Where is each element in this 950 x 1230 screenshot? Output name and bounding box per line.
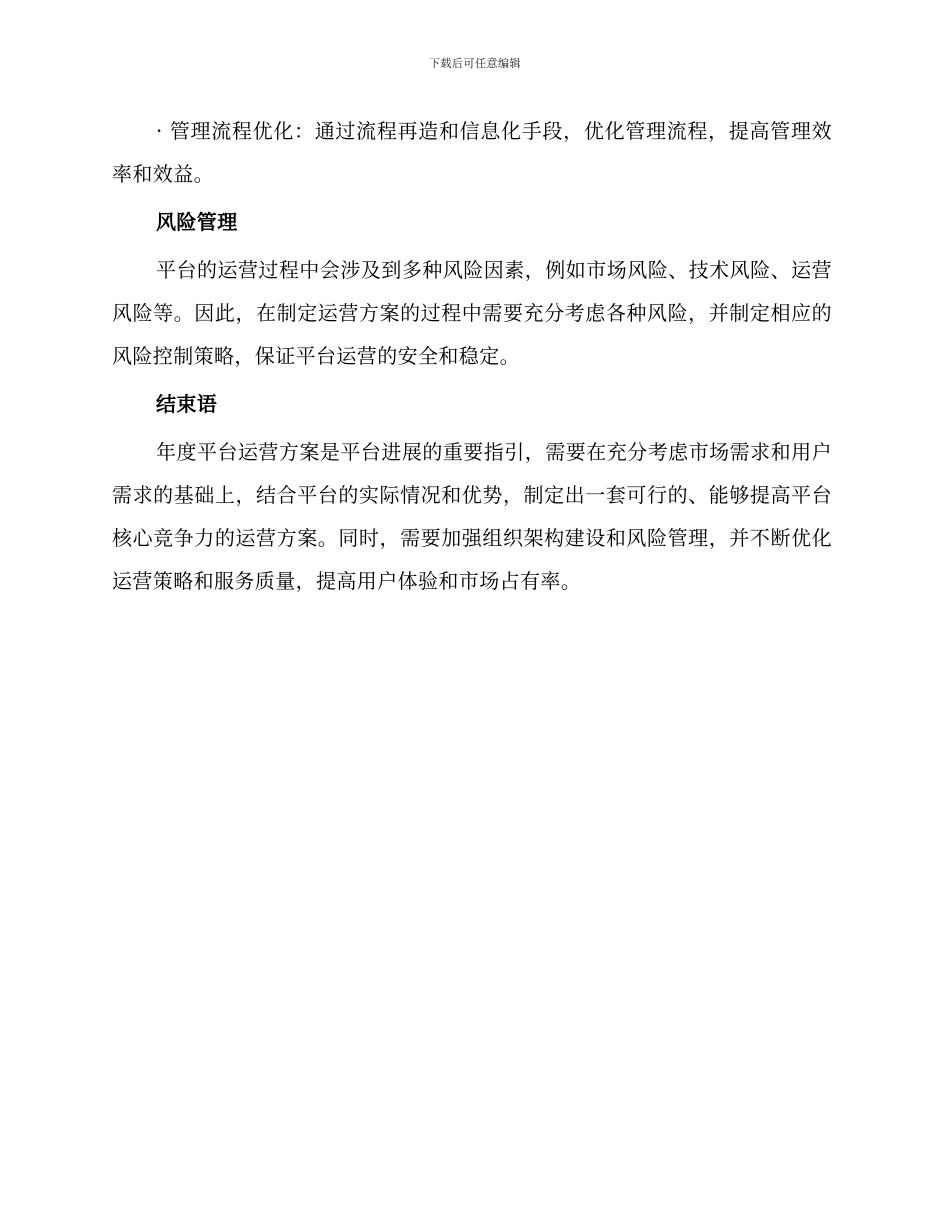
section-heading-conclusion: 结束语 [156,392,218,416]
conclusion-paragraph: 年度平台运营方案是平台进展的重要指引，需要在充分考虑市场需求和用户需求的基础上，结合平台的实际情况和优势，制定出一套可行的、能够提高平台核心竞争力的运营方案。同时，需要加强组织架构建设和风险管理，并不断优化运营策略和服务质量，提高用户体验和市场占有率。 [112,440,832,593]
bullet-item-process-optimization: · 管理流程优化：通过流程再造和信息化手段，优化管理流程，提高管理效率和效益。 [112,119,832,186]
page-header-note: 下载后可任意编辑 [429,57,521,70]
section-heading-risk-management: 风险管理 [156,210,238,234]
document-body [112,110,832,608]
risk-management-paragraph: 平台的运营过程中会涉及到多种风险因素，例如市场风险、技术风险、运营风险等。因此，在制定运营方案的过程中需要充分考虑各种风险，并制定相应的风险控制策略，保证平台运营的安全和稳定。 [112,258,832,368]
